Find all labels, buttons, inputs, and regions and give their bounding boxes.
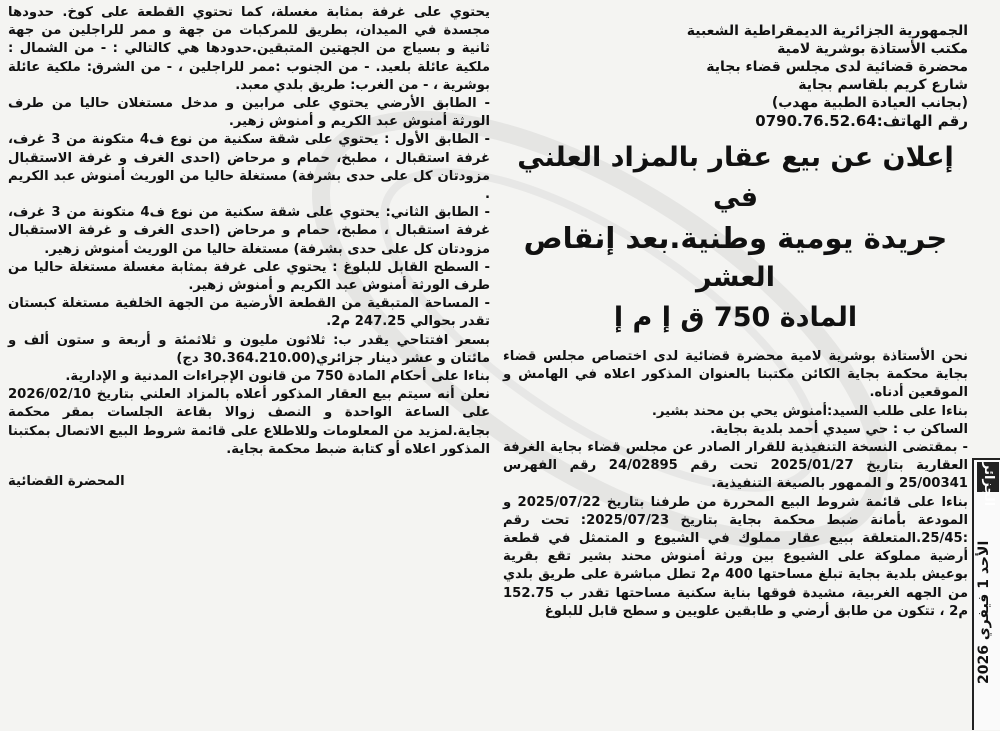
header-republic: الجمهورية الجزائرية الديمقراطية الشعبية [686, 23, 968, 39]
paragraph: نحن الأستاذة بوشرية لامية محضرة قضائية لدى اختصاص مجلس قضاء بجاية محكمة بجاية الكائن مكتبنا بالعنوان المذكور اعلاه في الهامش و الموقعين أدناه. [503, 349, 968, 401]
header-office: مكتب الأستاذة بوشرية لامية [777, 41, 968, 57]
header-phone: رقم الهاتف:0790.76.52.64 [755, 112, 968, 130]
right-body-text [503, 348, 968, 621]
paragraph: بناءا على قائمة شروط البيع المحررة من طرفنا بتاريخ 2025/07/22 و المودعة بأمانة ضبط محكمة بجاية بتاريخ 2025/07/23: تحت رقم :25/45.المتعلقة ببيع عقار مملوك في الشيوع و المتمثل في قطعة أرضية مملوكة على الشيوع بين ورثة أمنوش محند بشير تقع بقرية بوعيش بلدية بجاية تبلغ مساحتها 400 م2 تطل مباشرة على طريق بلدي من الجهه الغربية، مشيدة فوقها بناية سكنية مساحتها تقدر ب 152.75 م2 ، تتكون من طابق أرضي و طابقين علويين و سطح قابل للبلوغ [503, 494, 969, 619]
signature: المحضرة القضائية [8, 474, 125, 490]
publication-rail [972, 458, 1000, 730]
paragraph: نعلن أنه سيتم بيع العقار المذكور أعلاه بالمزاد العلني بتاريخ 2026/02/10 على الساعة الواحدة و النصف زوالا بقاعة الجلسات بمقر محكمة بجاية.لمزيد من المعلومات وللاطلاع على قائمة شروط البيع الاتصال بمكتبنا المذكور اعلاه أو كتابة ضبط محكمة بجاية. [8, 387, 490, 457]
title-line-3: العشر [696, 262, 775, 293]
paragraph: - الطابق الأرضي يحتوي على مرابين و مدخل مستغلان حاليا من طرف الورثة أمنوش عبد الكريم و أمنوش زهير. [8, 96, 490, 130]
paragraph: - المساحة المتبقية من القطعة الأرضية من الجهة الخلفية مستغلة كبستان تقدر بحوالي 247.25 م2. [8, 296, 490, 330]
header-role: محضرة قضائية لدى مجلس قضاء بجاية [706, 59, 968, 75]
paragraph: الساكن ب : حي سيدي أحمد بلدية بجاية. [710, 421, 968, 437]
newspaper-name: الجزائر [977, 462, 999, 492]
paragraph: - الطابق الثاني: يحتوي على شقة سكنية من نوع ف4 متكونة من 3 غرف، غرفة استقبال ، مطبخ، حمام و مرحاض (احدى الغرف و غرفة الاستقبال مزودتان كل على حدى بشرفة) مستغلة حاليا من الوريث أمنوش زهير. [8, 205, 490, 257]
paragraph: بناءا على طلب السيد:أمنوش يحي بن محند بشير. [651, 403, 968, 419]
paragraph: بسعر افتتاحي يقدر ب: ثلاثون مليون و ثلاثمئة و أربعة و ستون ألف و مائتان و عشر دينار جزائري(30.364.210.00 دج) [8, 332, 490, 366]
right-column [503, 22, 968, 621]
header-street: شارع كريم بلقاسم بجاية [798, 77, 968, 93]
paragraph: يحتوي على غرفة بمثابة مغسلة، كما تحتوي القطعة على كوخ. حدودها مجسدة في الميدان، بطريق للمركبات من جهة و ممر للراجلين من جهة ثانية و بسياج من الجهتين المتبقين.حدودها هي كالتالي : - من الشمال : ملكية عائلة بلعيد. - من الجنوب :ممر للراجلين ، - من الشرق: ملكية عائلة بوشرية ، - من الغرب: طريق بلدي معبد. [8, 5, 490, 93]
paragraph: - الطابق الأول : يحتوي على شقة سكنية من نوع ف4 متكونة من 3 غرف، غرفة استقبال ، مطبخ، حمام و مرحاض (احدى الغرف و غرفة الاستقبال مزودتان كل على حدى بشرفة) مستغلة حاليا من الوريث أمنوش عبد الكريم . [8, 132, 490, 203]
paragraph: - السطح القابل للبلوغ : يحتوي على غرفة بمثابة مغسلة مستغلة حاليا من طرف الورثة أمنوش عبد الكريم و أمنوش زهير. [8, 259, 490, 294]
header-landmark: (بجانب العيادة الطبية مهدب) [771, 95, 968, 111]
office-header [503, 22, 968, 130]
left-column [8, 4, 490, 491]
paragraph: بناءا على أحكام المادة 750 من قانون الإجراءات المدنية و الإدارية. [65, 369, 490, 385]
title-line-1: إعلان عن بيع عقار بالمزاد العلني في [517, 142, 954, 213]
title-line-2: جريدة يومية وطنية.بعد إنقاص [523, 221, 948, 255]
title-line-4: المادة 750 ق إ م إ [613, 302, 858, 333]
paragraph: - بمقتضى النسخة التنفيذية للقرار الصادر عن مجلس قضاء بجاية الغرفة العقارية بتاريخ 2025/01/27 تحت رقم 24/02895 رقم الفهرس 25/00341 و الممهور بالصيغة التنفيذية. [503, 440, 969, 492]
announcement-title [503, 138, 968, 338]
issue-date: الأحد 1 فيفري 2026 [976, 540, 992, 685]
